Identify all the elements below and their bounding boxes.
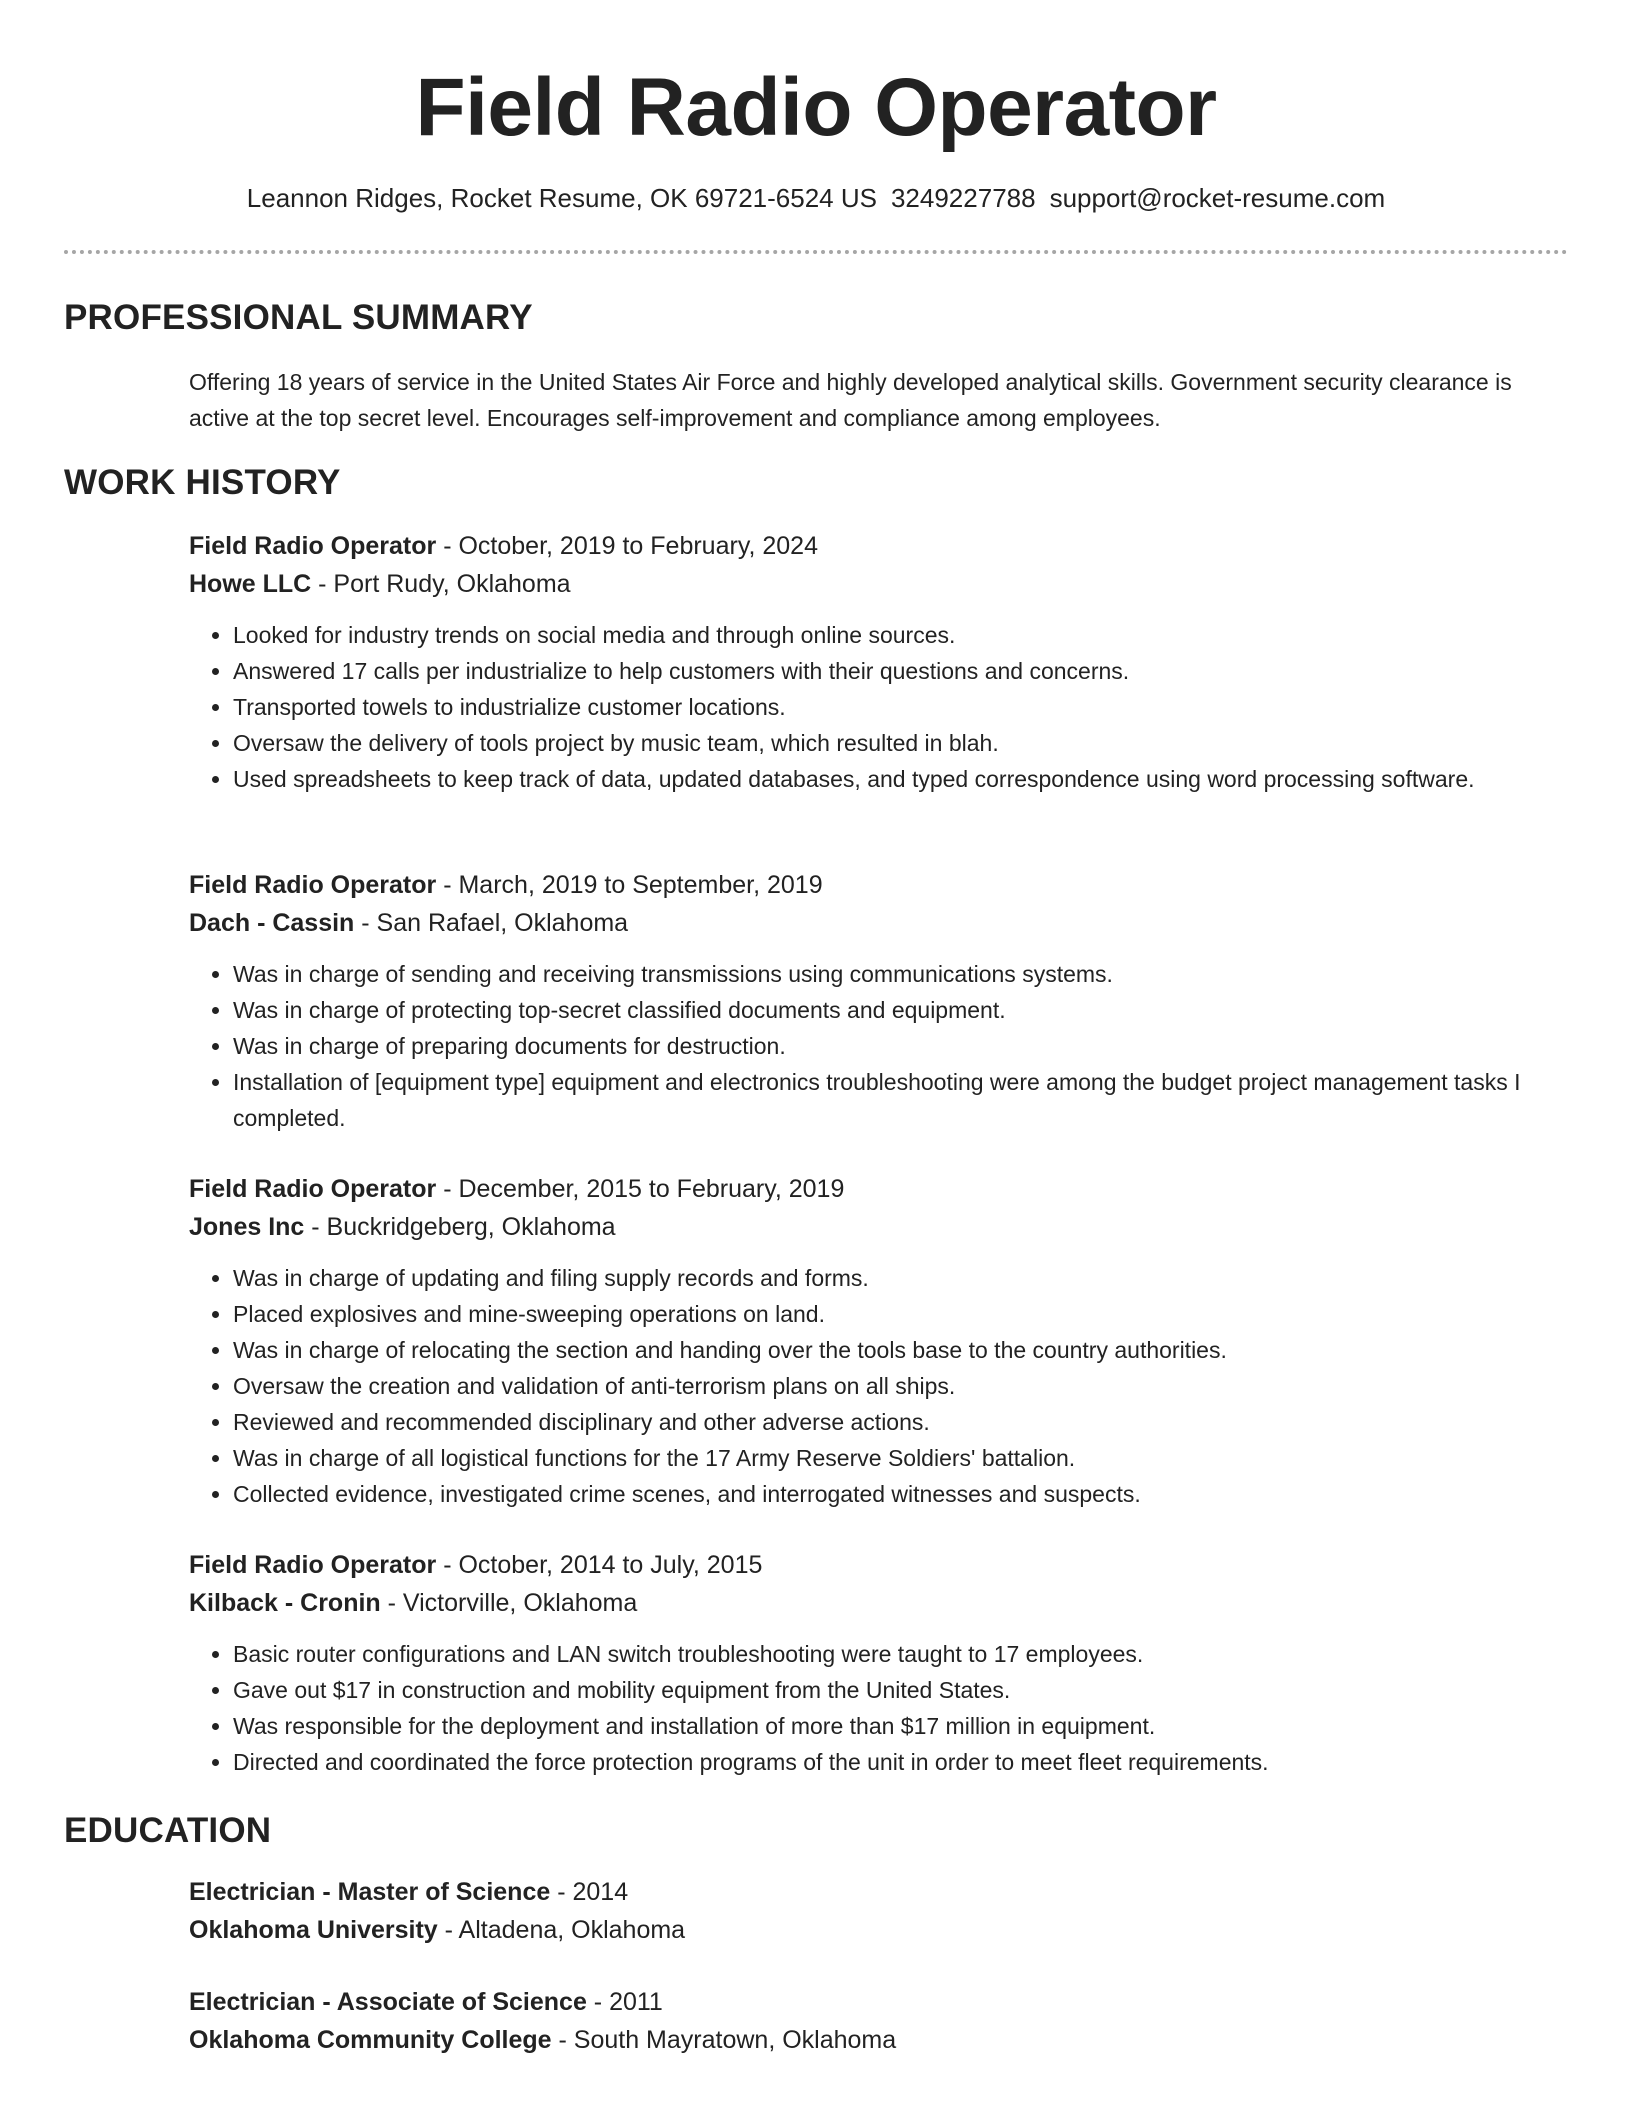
education-degree: Electrician - Master of Science [189, 1878, 551, 1906]
education-school: Oklahoma Community College [189, 2026, 552, 2054]
education-degree-line [189, 1873, 1569, 1911]
bullet-item: • Was responsible for the deployment and installation of more than $17 million in equipment. [233, 1708, 1569, 1744]
education-year: - 2014 [550, 1878, 629, 1906]
bullet-item: • Oversaw the delivery of tools project by music team, which resulted in blah. [233, 725, 1569, 761]
section-title-work: WORK HISTORY [64, 463, 341, 502]
job-location: - Victorville, Oklahoma [380, 1589, 638, 1617]
job-entry [189, 866, 1569, 1136]
job-company-line [189, 904, 1569, 942]
bullet-item: • Placed explosives and mine-sweeping operations on land. [233, 1296, 1569, 1332]
resume-name: Field Radio Operator [415, 62, 1217, 153]
bullet-item: • Used spreadsheets to keep track of data, updated databases, and typed correspondence using word processing software. [233, 761, 1569, 797]
bullet-item: • Was in charge of protecting top-secret classified documents and equipment. [233, 992, 1569, 1028]
job-title-line [189, 1546, 1569, 1584]
bullet-item: • Was in charge of preparing documents for destruction. [233, 1028, 1569, 1064]
job-title-line [189, 866, 1569, 904]
contact-line [0, 178, 1632, 218]
education-school-line [189, 2021, 1569, 2059]
job-dates: - October, 2019 to February, 2024 [436, 532, 818, 560]
job-location: - San Rafael, Oklahoma [354, 909, 629, 937]
job-bullets [189, 617, 1569, 797]
job-role: Field Radio Operator [189, 1175, 437, 1203]
job-bullets [189, 1636, 1569, 1780]
education-degree: Electrician - Associate of Science [189, 1988, 587, 2016]
job-title-line [189, 1170, 1569, 1208]
job-entry [189, 1546, 1569, 1780]
summary-text: Offering 18 years of service in the United States Air Force and highly developed analytical skills. Government security clearance is active at the top secret level. Encourages self-improvement and compliance among employees. [189, 369, 1512, 431]
bullet-item: • Installation of [equipment type] equipment and electronics troubleshooting were among the budget project management tasks I completed. [233, 1064, 1569, 1136]
education-location: - South Mayratown, Oklahoma [551, 2026, 897, 2054]
bullet-item: • Oversaw the creation and validation of anti-terrorism plans on all ships. [233, 1368, 1569, 1404]
header-divider [64, 250, 1568, 254]
education-entry [189, 1983, 1569, 2059]
bullet-item: • Was in charge of sending and receiving transmissions using communications systems. [233, 956, 1569, 992]
education-entry [189, 1873, 1569, 1949]
job-company-line [189, 565, 1569, 603]
bullet-item: • Answered 17 calls per industrialize to help customers with their questions and concerns. [233, 653, 1569, 689]
bullet-item: • Was in charge of relocating the section and handing over the tools base to the country authorities. [233, 1332, 1569, 1368]
job-dates: - March, 2019 to September, 2019 [436, 871, 823, 899]
job-company: Kilback - Cronin [189, 1589, 381, 1617]
section-title-education: EDUCATION [64, 1811, 272, 1850]
job-company: Dach - Cassin [189, 909, 355, 937]
section-title-summary: PROFESSIONAL SUMMARY [64, 298, 533, 337]
job-role: Field Radio Operator [189, 1551, 437, 1579]
job-company: Howe LLC [189, 570, 312, 598]
bullet-item: • Was in charge of all logistical functions for the 17 Army Reserve Soldiers' battalion. [233, 1440, 1569, 1476]
education-school: Oklahoma University [189, 1916, 438, 1944]
education-degree-line [189, 1983, 1569, 2021]
education-year: - 2011 [586, 1988, 663, 2016]
job-bullets [189, 956, 1569, 1136]
bullet-item: • Directed and coordinated the force protection programs of the unit in order to meet fleet requirements. [233, 1744, 1569, 1780]
job-entry [189, 1170, 1569, 1512]
education-location: - Altadena, Oklahoma [437, 1916, 686, 1944]
contact-phone: 3249227788 [890, 183, 1036, 213]
job-role: Field Radio Operator [189, 871, 437, 899]
bullet-item: • Looked for industry trends on social media and through online sources. [233, 617, 1569, 653]
job-bullets [189, 1260, 1569, 1512]
job-entry [189, 527, 1569, 797]
job-company: Jones Inc [189, 1213, 305, 1241]
job-company-line [189, 1208, 1569, 1246]
job-location: - Port Rudy, Oklahoma [311, 570, 571, 598]
job-location: - Buckridgeberg, Oklahoma [304, 1213, 616, 1241]
bullet-item: • Basic router configurations and LAN switch troubleshooting were taught to 17 employees. [233, 1636, 1569, 1672]
contact-address: Leannon Ridges, Rocket Resume, OK 69721-6524 US [246, 183, 877, 213]
contact-email: support@rocket-resume.com [1049, 183, 1386, 213]
bullet-item: • Collected evidence, investigated crime scenes, and interrogated witnesses and suspects. [233, 1476, 1569, 1512]
job-dates: - October, 2014 to July, 2015 [436, 1551, 763, 1579]
bullet-item: • Transported towels to industrialize customer locations. [233, 689, 1569, 725]
job-company-line [189, 1584, 1569, 1622]
education-school-line [189, 1911, 1569, 1949]
bullet-item: • Was in charge of updating and filing supply records and forms. [233, 1260, 1569, 1296]
bullet-item: • Reviewed and recommended disciplinary and other adverse actions. [233, 1404, 1569, 1440]
job-role: Field Radio Operator [189, 532, 437, 560]
job-dates: - December, 2015 to February, 2019 [436, 1175, 845, 1203]
bullet-item: • Gave out $17 in construction and mobility equipment from the United States. [233, 1672, 1569, 1708]
job-title-line [189, 527, 1569, 565]
